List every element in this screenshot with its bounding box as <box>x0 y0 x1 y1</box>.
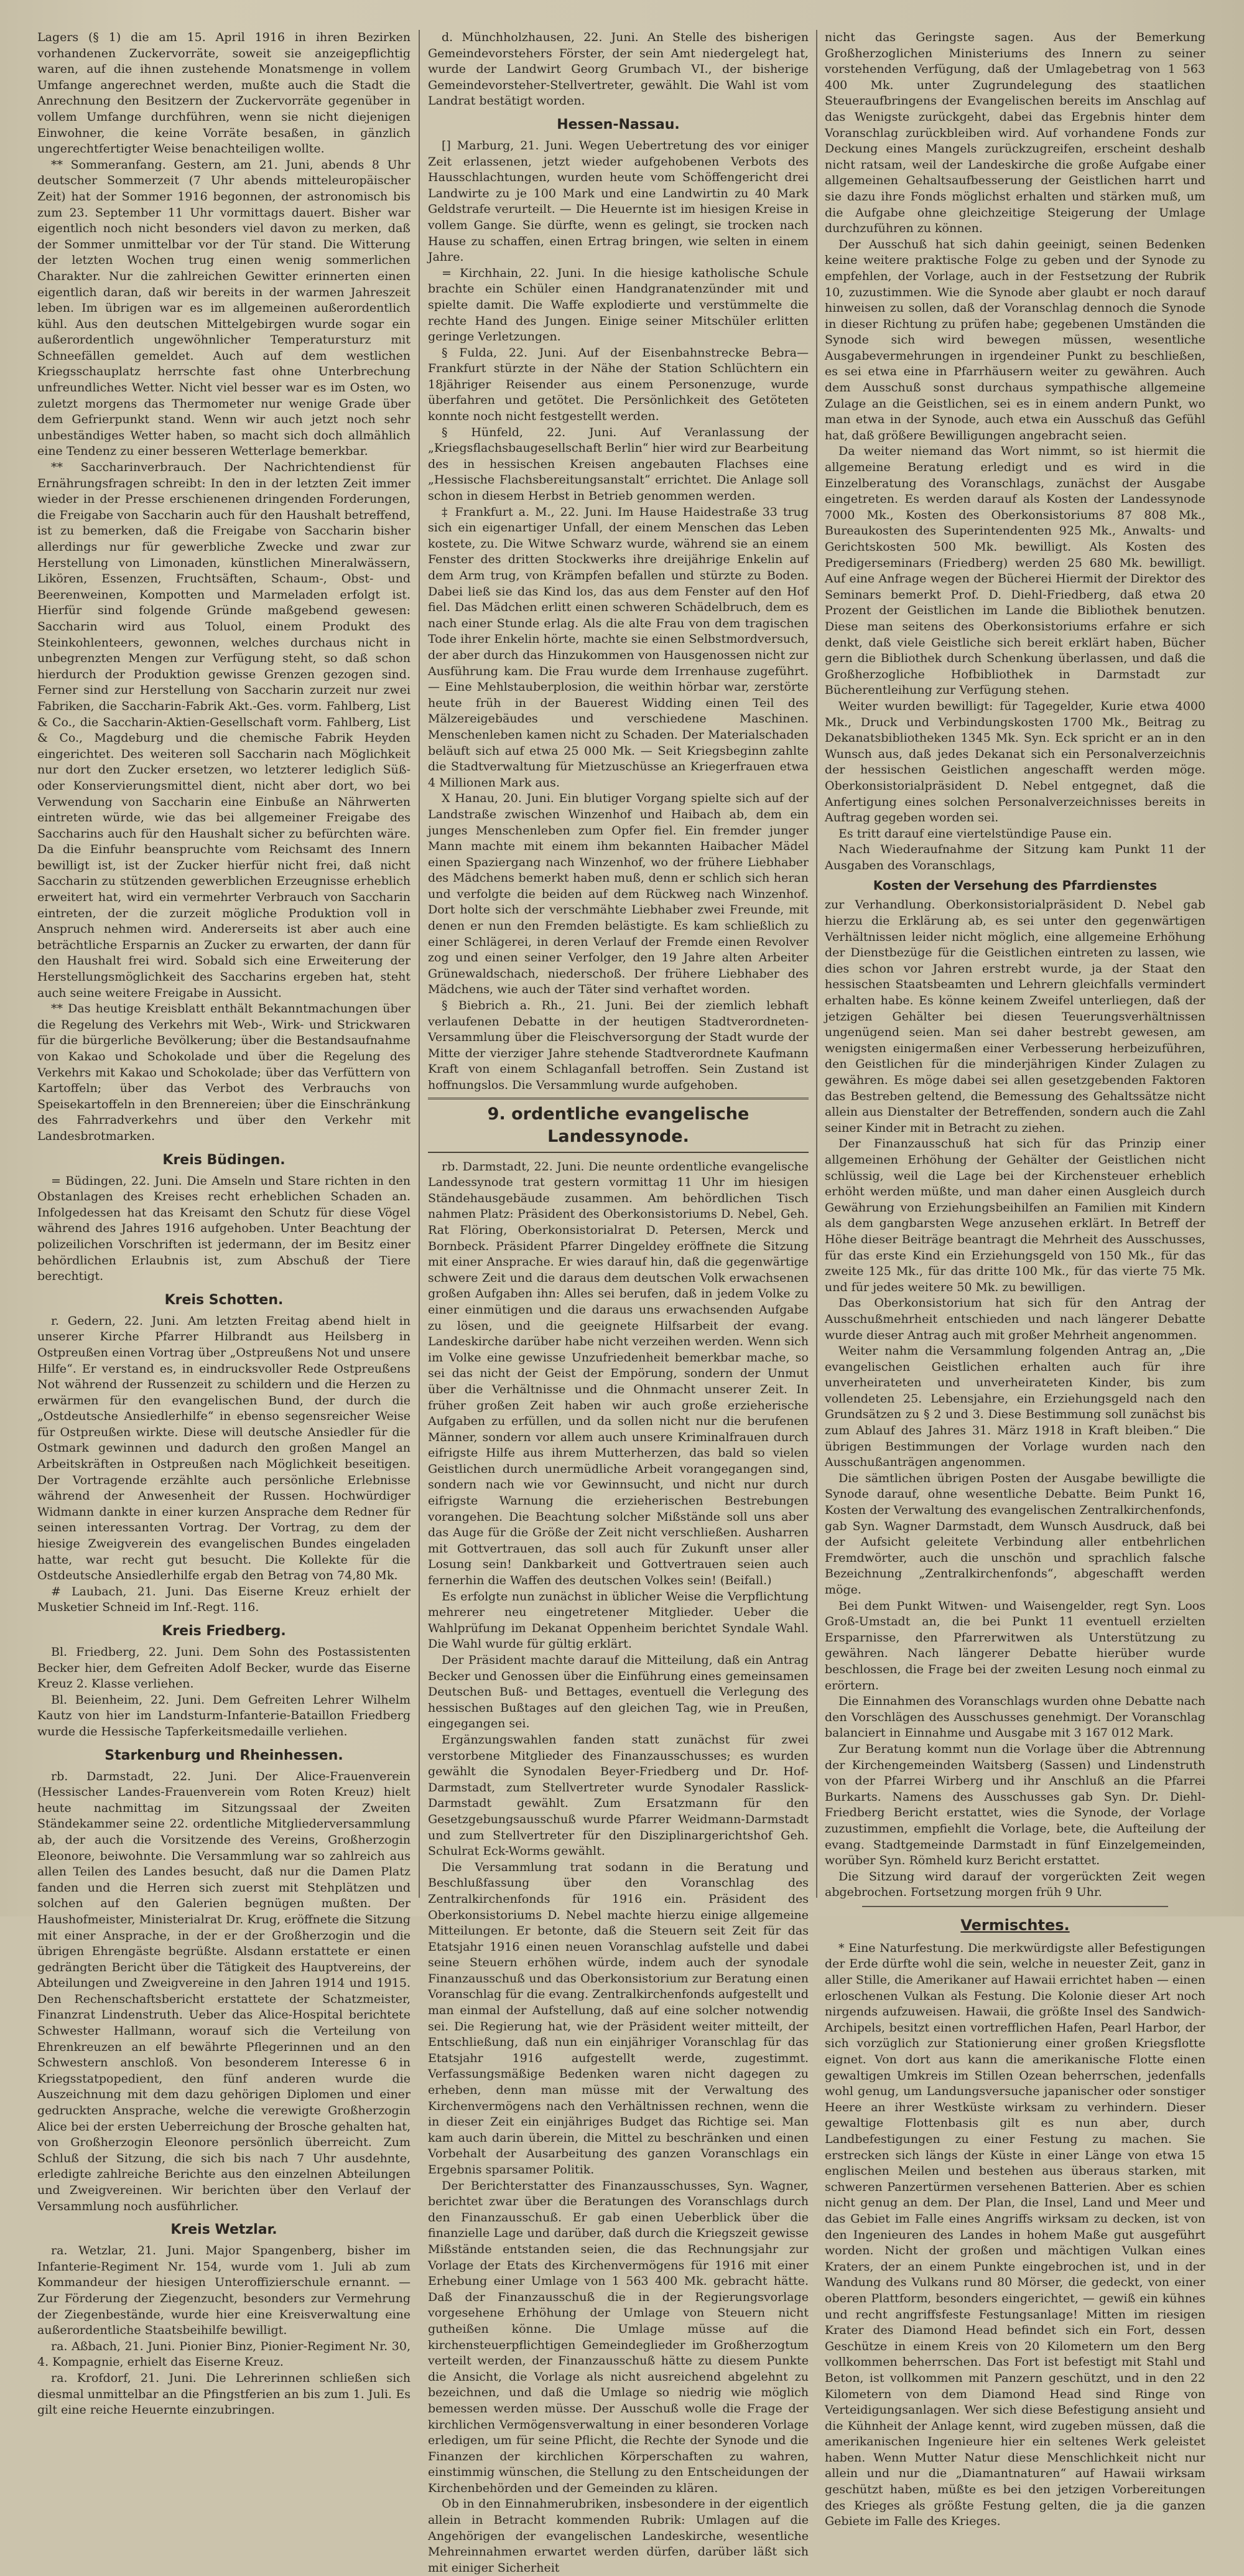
article-synode-wahlen: Ergänzungswahlen fanden statt zunächst für zwei verstorbene Mitglieder des Finanzausschusses; es wurden gewählt die Synodalen Beyer-Friedberg und Dr. Hof-Darmstadt, zum Stellvertreter wurde Synodaler Rasslick-Darmstadt gewählt. Zum Ersatzmann für den Gesetzgebungsausschuß wurde Pfarrer Weidmann-Darmstadt und zum Stellvertreter für den Disziplinargerichtshof Geh. Schulrat Eck-Worms gewählt. <box>428 1732 809 1859</box>
article-gedern: r. Gedern, 22. Juni. Am letzten Freitag abend hielt in unserer Kirche Pfarrer Hilbrandt aus Heilsberg in Ostpreußen einen Vortrag über „Ostpreußens Not und unsere Hilfe“. Er verstand es, in eindrucksvoller Rede Ostpreußens Not während der Russenzeit zu schildern und die Herzen zu erwärmen für den evangelischen Bund, der durch die „Ostdeutsche Ansiedlerhilfe“ in ebenso segensreicher Weise für Ostpreußen wirkte. Diese will deutsche Ansiedler für die Ostmark gewinnen und dadurch den großen Mangel an Arbeitskräften in Ostpreußen nach Möglichkeit beseitigen. Der Vortragende erzählte auch persönliche Erlebnisse während der Anwesenheit der Russen. Hochwürdiger Widmann dankte in einer kurzen Ansprache dem Redner für seinen interessanten Vortrag. Der Vortrag, zu dem der hiesige Zweigverein des evangelischen Bundes eingeladen hatte, war recht gut besucht. Die Kollekte für die Ostdeutsche Ansiedlerhilfe ergab den Betrag von 74,80 Mk. <box>37 1314 411 1583</box>
article-synode-ausschuss: Der Ausschuß hat sich dahin geeinigt, seinen Bedenken keine weitere praktische Folge zu geben und der Synode zu empfehlen, der Vorlage, auch in der Festsetzung der Rubrik 10, zuzustimmen. Wie die Synode aber glaubt er noch darauf hinweisen zu sollen, daß der Voranschlag dennoch die Synode in dieser Richtung zu prüfen habe; gegebenen Umständen die Synode sich wird bewegen müssen, wesentliche Ausgabevermehrungen in irgendeiner Punkt zu beschließen, es sei etwa eine in Pfarrhäusern weiter zu gewähren. Auch dem Ausschuß sonst durchaus sympathische allgemeine Zulage an die Geistlichen, sei es in einem andern Punkt, wo man etwa in der Synode, auch etwa ein Ausschuß das Gefühl hat, daß größere Bewilligungen angebracht seien. <box>825 237 1205 442</box>
section-heading-vermischtes: Vermischtes. <box>960 1916 1070 1934</box>
article-synode-pfarrdienst: zur Verhandlung. Oberkonsistorialpräsident D. Nebel gab hierzu die Erklärung ab, es sei unter den gegenwärtigen Verhältnissen leider nicht möglich, eine allgemeine Erhöhung der Dienstbezüge für die Geistlichen eintreten zu lassen, wie dies schon vor Jahren erstrebt wurde, ja der Staat den hessischen Staatsbeamten und Lehrern gleichfalls vermindert erhalten habe. Es könne keinem Zweifel unterliegen, daß der jetzigen Gehälter bei diesen Teuerungsverhältnissen ungenügend seien. Man sei daher bestrebt gewesen, am wenigsten einigermaßen einer Verbesserung herbeizuführen, den Geistlichen für die minderjährigen Kinder Zulagen zu gewähren. Es möge dabei sei allen gesetzgebenden Faktoren das Bestreben geltend, die Bemessung des Gehaltssätze nicht allein aus Dienstalter der Betreffenden, sondern auch die Zahl seiner Kinder mit in Betracht zu ziehen. <box>825 898 1205 1135</box>
article-synode-kinder: Weiter nahm die Versammlung folgenden Antrag an, „Die evangelischen Geistlichen erhalten auch für ihre unverheirateten und unverheirateten Kinder, bis zum vollendeten 25. Lebensjahre, ein Erziehungsgeld nach den Grundsätzen zu § 2 und 3. Diese Bestimmung soll zunächst bis zum Ablauf des Jahres 31. März 1918 in Kraft bleiben.“ Die übrigen Bestimmungen der Vorlage wurden nach den Ausschußanträgen angenommen. <box>825 1344 1205 1470</box>
column-divider <box>816 30 817 1898</box>
article-frankfurt: ‡ Frankfurt a. M., 22. Juni. Im Hause Haidestraße 33 trug sich ein eigenartiger Unfall, der einem Menschen das Leben kostete, zu. Die Witwe Schwarz wurde, während sie an einem Fenster des dritten Stockwerks ihre dreijährige Enkelin auf dem Arm trug, von Krämpfen befallen und stürzte zu Boden. Dabei ließ sie das Kind los, das aus dem Fenster auf den Hof fiel. Das Mädchen erlitt einen schweren Schädelbruch, dem es nach einer Stunde erlag. Als die alte Frau von dem tragischen Tode ihrer Enkelin hörte, machte sie einen Selbstmordversuch, der aber durch das Hinzukommen von Hausgenossen nicht zur Ausführung kam. Die Frau wurde dem Irrenhause zugeführt. — Eine Mehlstauberplosion, die weithin hörbar war, zerstörte heute früh in der Bauerest Widding einen Teil des Mälzereigebäudes und verschiedene Maschinen. Menschenleben kamen nicht zu Schaden. Der Materialschaden beläuft sich auf etwa 25 000 Mk. — Seit Kriegsbeginn zahlte die Stadtverwaltung für Mietzuschüsse an Kriegerfrauen etwa 4 Millionen Mark aus. <box>428 505 809 790</box>
article-biebrich: § Biebrich a. Rh., 21. Juni. Bei der ziemlich lebhaft verlaufenen Debatte in der heutigen Stadtverordneten-Versammlung über die Fleischversorgung der Stadt wurde der Mitte der vierziger Jahre stehende Stadtverordnete Kaufmann Kraft von einem Schlaganfall betroffen. Sein Zustand ist hoffnungslos. Die Versammlung wurde aufgehoben. <box>428 999 809 1092</box>
article-synode-posten: Die sämtlichen übrigen Posten der Ausgabe bewilligte die Synode darauf, ohne wesentliche Debatte. Beim Punkt 16, Kosten der Verwaltung des evangelischen Zentralkirchenfonds, gab Syn. Wagner Darmstadt, dem Wunsch Ausdruck, daß bei der Aufsicht geleitete Verbindung aller entbehrlichen Fremdwörter, auch die unschön und sprachlich falsche Bezeichnung „Zentralkirchenfonds“, abgeschafft werden möge. <box>825 1471 1205 1597</box>
article-friedberg: Bl. Friedberg, 22. Juni. Dem Sohn des Postassistenten Becker hier, dem Gefreiten Adolf Becker, wurde das Eiserne Kreuz 2. Klasse verliehen. <box>37 1645 411 1691</box>
section-heading-hessen-nassau: Hessen-Nassau. <box>557 116 680 133</box>
subheading-pfarrdienst: Kosten der Versehung des Pfarrdienstes <box>873 878 1158 894</box>
article-darmstadt-alice: rb. Darmstadt, 22. Juni. Der Alice-Frauenverein (Hessischer Landes-Frauenverein vom Roten Kreuz) hielt heute nachmittag im Sitzungssaal der Zweiten Ständekammer seine 22. ordentliche Mitgliederversammlung ab, der auch die Vorsitzende des Vereins, Großherzogin Eleonore, beiwohnte. Die Versammlung war so zahlreich aus allen Teilen des Landes besucht, daß nur die Damen Platz fanden und die Herren sich zuerst mit Stehplätzen und solchen auf den Galerien begnügen mußten. Der Haushofmeister, Ministerialrat Dr. Krug, eröffnete die Sitzung mit einer Ansprache, in der er der Großherzogin und die übrigen Ehrengäste begrüßte. Alsdann erstattete er einen gedrängten Bericht über die Tätigkeit des Hauptvereins, der Abteilungen und Zweigvereine in den Jahren 1914 und 1915. Den Rechenschaftsbericht erstattete der Schatzmeister, Finanzrat Lindenstruth. Ueber das Alice-Hospital berichtete Schwester Hallmann, worauf sich die Verteilung von Ehrenkreuzen an elf bewährte Pflegerinnen und an den Schwestern anschloß. Von besonderem Interesse 6 in Kriegsstatpopedient, den fünf anderen wurde die Auszeichnung mit dem dazu gehörigen Diplomen und einer gedruckten Ansprache, welche die verewigte Großherzogin Alice bei der ersten Ueberreichung der Brosche gehalten hat, von Großherzogin Eleonore persönlich überreicht. Zum Schluß der Sitzung, die sich bis nach 7 Uhr ausdehnte, erledigte zahlreiche Berichte aus den einzelnen Abteilungen und Zweigvereinen. Wir berichten über den Verlauf der Versammlung noch ausführlicher. <box>37 1769 411 2213</box>
article-fulda: § Fulda, 22. Juni. Auf der Eisenbahnstrecke Bebra—Frankfurt stürzte in der Nähe der Station Schlüchtern ein 18jähriger Reisender aus einem Personenzuge, wurde überfahren und getötet. Die Persönlichkeit des Getöteten konnte noch nicht festgestellt werden. <box>428 345 809 424</box>
article-synode-witwen: Bei dem Punkt Witwen- und Waisengelder, regt Syn. Loos Groß-Umstadt an, die bei Punkt 11 eventuell erzielten Ersparnisse, den Pfarrerwitwen als Unterstützung zu gewähren. Nach längerer Debatte hierüber wurde beschlossen, die Frage bei der zweiten Lesung noch einmal zu erörtern. <box>825 1598 1205 1692</box>
article-munchholzhausen: d. Münchholzhausen, 22. Juni. An Stelle des bisherigen Gemeindevorstehers Förster, der sein Amt niedergelegt hat, wurde der Landwirt Georg Grumbach VI., der bisherige Gemeindevorsteher-Stellvertreter, gewählt. Die Wahl ist vom Landrat bestätigt worden. <box>428 30 809 108</box>
article-saccharin: ** Saccharinverbrauch. Der Nachrichtendienst für Ernährungsfragen schreibt: In den in der letzten Zeit immer wieder in der Presse erschienenen dringenden Forderungen, die Freigabe von Saccharin auch für den Haushalt betreffend, ist zu bemerken, daß die Freigabe von Saccharin bisher allerdings nur für gewerbliche Zwecke und zwar zur Herstellung von Limonaden, künstlichen Mineralwässern, Likören, Essenzen, Fruchtsäften, Schaum-, Obst- und Beerenweinen, Kompotten und Marmeladen erfolgt ist. Hierfür sind folgende Gründe maßgebend gewesen: Saccharin wird aus Toluol, einem Produkt des Steinkohlenteers, gewonnen, welches durchaus nicht in unbegrenzten Mengen zur Verfügung steht, so daß schon hierdurch der Produktion gewisse Grenzen gezogen sind. Ferner sind zur Herstellung von Saccharin zurzeit nur zwei Fabriken, die Saccharin-Fabrik Akt.-Ges. vorm. Fahlberg, List & Co., die Saccharin-Aktien-Gesellschaft vorm. Fahlberg, List & Co., Magdeburg und die chemische Fabrik Heyden eingerichtet. Des weiteren soll Saccharin nach Möglichkeit nur dort den Zucker ersetzen, wo letzterer lediglich Süß- oder Konservierungsmittel dient, nicht aber dort, wo bei Verwendung von Saccharin eine Einbuße an Nährwerten eintreten würde, wie das bei allgemeiner Freigabe des Saccharins auch für den Haushalt sicher zu befürchten wäre. Da die Einfuhr beanspruchte vom Reichsamt des Innern bewilligt ist, ist der Zucker hierfür nicht frei, daß nicht Saccharin zu stützenden gewerblichen Erzeugnisse erheblich erweitert hat, wird ein vermehrter Verbrauch von Saccharin eintreten, der die zurzeit mögliche Produktion voll in Anspruch nehmen wird. Andererseits ist aber auch eine beträchtliche Ersparnis an Zucker zu erwarten, der dann für den Haushalt frei wird. Sobald sich eine Erweiterung der Herstellungsmöglichkeit des Saccharins ergeben hat, steht auch seine weitere Freigabe in Aussicht. <box>37 460 411 1000</box>
article-synode-wiederaufnahme: Nach Wiederaufnahme der Sitzung kam Punkt 11 der Ausgaben des Voranschlags, <box>825 842 1205 872</box>
article-marburg: [] Marburg, 21. Juni. Wegen Uebertretung des vor einiger Zeit erlassenen, jetzt wieder aufgehobenen Verbots des Hausschlachtungen, wurden heute vom Schöffengericht drei Landwirte zu je 100 Mark und eine Landwirtin zu 40 Mark Geldstrafe verurteilt. — Die Heuernte ist im hiesigen Kreise in vollem Gange. Sie dürfte, wenn es gelingt, sie trocken nach Hause zu schaffen, einen Ertrag bringen, wie selten in einem Jahre. <box>428 138 809 264</box>
article-synode-voranschlag: Die Versammlung trat sodann in die Beratung und Beschlußfassung über den Voranschlag des Zentralkirchenfonds für 1916 ein. Präsident des Oberkonsistoriums D. Nebel machte hierzu einige allgemeine Mitteilungen. Er betonte, daß die Steuern seit Zeit für das Etatsjahr 1916 einen neuen Voranschlag aufstelle und dabei seine Steuern erhöhen würde, indem auch der synodale Finanzausschuß und das Oberkonsistorium zur Beratung einen Voranschlag für die evang. Zentralkirchenfonds aufgestellt und man einmal der Aufstellung, daß auf eine solcher notwendig sei. Die Regierung hat, wie der Präsident weiter mitteilt, der Entschließung, daß nun ein einjähriger Voranschlag für das Etatsjahr 1916 aufgestellt werde, zugestimmt. Verfassungsmäßige Bedenken waren nicht dagegen zu erheben, denn man müsse mit der Verwaltung des Kirchenvermögens nach den Verhältnissen rechnen, wenn die in dieser Zeit ein einjähriges Budget das Richtige sei. Man kam auch darin überein, die Mittel zu beschränken und einen Vorbehalt der Ausarbeitung des ganzen Voranschlags ein Ergebnis sparsamer Politik. <box>428 1860 809 2177</box>
column-1 <box>37 30 411 2417</box>
article-synode-einzelberatung: Da weiter niemand das Wort nimmt, so ist hiermit die allgemeine Beratung erledigt und es wird in die Einzelberatung des Voranschlags, zunächst der Ausgabe eingetreten. Es werden darauf als Kosten der Landessynode 7000 Mk., Kosten des Oberkonsistoriums 87 808 Mk., Bureaukosten des Superintendenten 925 Mk., Anwalts- und Gerichtskosten 500 Mk. bewilligt. Als Kosten des Predigerseminars (Friedberg) werden 25 680 Mk. bewilligt. Auf eine Anfrage wegen der Bücherei Hiermit der Direktor des Seminars bemerkt Prof. D. Diehl-Friedberg, daß etwa 20 Prozent der Geistlichen im Lande die Bibliothek benutzen. Diese man seitens des Oberkonsistoriums erfahre er sich denkt, daß viele Geistliche sich bereit erklärt haben, Bücher gern die Bibliothek durch Schenkung überlassen, und daß die Großherzogliche Hofbibliothek in Darmstadt zur Bücherentleihung zur Verfügung stehen. <box>825 444 1205 698</box>
article-synode-abtrennung: Zur Beratung kommt nun die Vorlage über die Abtrennung der Kirchengemeinden Waitsberg (Sassen) und Lindenstruth von der Pfarrei Wirberg und ihr Anschluß an die Pfarrei Burkarts. Namens des Ausschusses gab Syn. Dr. Diehl-Friedberg Bericht erstattet, wies die Synode, der Vorlage zuzustimmen, empfiehlt die Vorlage, bete, die Aufteilung der evang. Stadtgemeinde Darmstadt in fünf Einzelgemeinden, worüber Syn. Römheld kurz Bericht erstattet. <box>825 1742 1205 1868</box>
article-kirchhain: = Kirchhain, 22. Juni. In die hiesige katholische Schule brachte ein Schüler einen Handgranatenzünder mit und spielte damit. Die Waffe explodierte und verstümmelte die rechte Hand des Jungen. Einige seiner Mitschüler erlitten geringe Verletzungen. <box>428 266 809 344</box>
section-heading-friedberg: Kreis Friedberg. <box>162 1623 286 1639</box>
article-synode-pause: Es tritt darauf eine viertelstündige Pause ein. <box>838 826 1112 841</box>
article-synode-verpflichtung: Es erfolgte nun zunächst in üblicher Weise die Verpflichtung mehrerer neu eingetretener Mitglieder. Ueber die Wahlprüfung im Dekanat Oppenheim berichtet Syndale Wahl. Die Wahl wurde für gültig erklärt. <box>428 1589 809 1651</box>
article-naturfestung: * Eine Naturfestung. Die merkwürdigste aller Befestigungen der Erde dürfte wohl die sein, welche in neuester Zeit, ganz in aller Stille, die Amerikaner auf Hawaii errichtet haben — einen erloschenen Vulkan als Festung. Die Kolonie dieser Art noch nirgends aufzuweisen. Hawaii, die größte Insel des Sandwich-Archipels, besitzt einen vortrefflichen Hafen, Pearl Harbor, der sich vorzüglich zur Stationierung einer großen Kriegsflotte eignet. Von dort aus kann die amerikanische Flotte einen gewaltigen Umkreis im Stillen Ozean beherrschen, jedenfalls wohl genug, um Landungsversuche japanischer oder sonstiger Heere an ihrer Westküste wirksam zu verhindern. Dieser gewaltige Flottenbasis gilt es nun aber, durch Landbefestigungen zu einer Festung zu machen. Sie erstrecken sich längs der Küste in einer Länge von etwa 15 englischen Meilen und bestehen aus überaus starken, mit schweren Panzertürmen versehenen Batterien. Aber es schien nicht genug an dem. Der Plan, die Insel, Land und Meer und das Gebiet im Falle eines Angriffs wirksam zu decken, ist von den Ingenieuren des Landes in hohem Maße gut ausgeführt worden. Nicht der großen und mächtigen Vulkan eines Kraters, der an einem Punkte eingebrochen ist, und in der Wandung des Vulkans rund 80 Mörser, die gedeckt, von einer oberen Plattform, besonders eingerichtet, — gewiß ein kühnes und recht angriffsfeste Festungsanlage! Mitten im riesigen Krater des Diamond Head befindet sich ein Fort, dessen Geschütze in einem Kreis von 20 Kilometern um den Berg vollkommen beherrschen. Das Fort ist befestigt mit Stahl und Beton, ist vollkommen mit Panzern geschützt, und in den 22 Kilometern von dem Diamond Head sind Ringe von Verteidigungsanlagen. Wer sich diese Befestigung ansieht und die Kühnheit der Anlage kennt, wird zugeben müssen, daß die amerikanischen Ingenieure hier ein seltenes Werk geleistet haben. Wenn Mutter Natur diese Menschlichkeit nicht nur allein und nur die „Diamantnaturen“ auf Hawaii wirksam geschützt haben, müßte es bei den jetzigen Vorbereitungen des Krieges als größte Festung gelten, die ja die ganzen Gebiete im Falle des Krieges. <box>825 1941 1205 2529</box>
section-heading-schotten: Kreis Schotten. <box>164 1292 284 1308</box>
article-sommeranfang: ** Sommeranfang. Gestern, am 21. Juni, abends 8 Uhr deutscher Sommerzeit (7 Uhr abends mitteleuropäischer Zeit) hat der Sommer 1916 begonnen, der astronomisch bis zum 23. September 11 Uhr vormittags dauert. Bisher war eigentlich noch nicht besonders viel davon zu merken, daß der Sommer unmittelbar vor der Tür stand. Die Witterung der letzten Wochen trug einen wenig sommerlichen Charakter. Nur die zahlreichen Gewitter erinnerten einen eigentlich daran, daß wir bereits in der warmen Jahreszeit leben. Im übrigen war es im allgemeinen außerordentlich kühl. Aus den deutschen Mittelgebirgen wurde sogar ein außerordentlich ungewöhnlicher Temperatursturz mit Schneefällen gemeldet. Auch auf dem westlichen Kriegsschauplatz herrschte fast ohne Unterbrechung unfreundliches Wetter. Nicht viel besser war es im Osten, wo zuletzt morgens das Thermometer nur wenige Grade über dem Gefrierpunkt stand. Wenn wir auch jetzt noch sehr unbeständiges Wetter haben, so macht sich doch allmählich eine Tendenz zu einer besseren Wetterlage bemerkbar. <box>37 157 411 459</box>
article-synode-einnahmen: Ob in den Einnahmerubriken, insbesondere in der eigentlich allein in Betracht kommenden Rubrik: Umlagen auf die Angehörigen der evangelischen Landeskirche, wesentliche Mehreinnahmen erwartet werden dürfen, darüber läßt sich mit einiger Sicherheit <box>428 2497 809 2575</box>
article-synode-antrag: Das Oberkonsistorium hat sich für den Antrag der Ausschußmehrheit entschieden und nach längerer Debatte wurde dieser Antrag auch mit großer Mehrheit angenommen. <box>825 1296 1205 1342</box>
section-heading-wetzlar: Kreis Wetzlar. <box>170 2222 277 2238</box>
article-assbach: ra. Aßbach, 21. Juni. Pionier Binz, Pionier-Regiment Nr. 30, 4. Kompagnie, erhielt das Eiserne Kreuz. <box>37 2339 411 2369</box>
article-synode-einnahmen-vor: Die Einnahmen des Voranschlags wurden ohne Debatte nach den Vorschlägen des Ausschusses genehmigt. Der Voranschlag balanciert in Einnahme und Ausgabe mit 3 167 012 Mark. <box>825 1694 1205 1740</box>
article-synode-erziehungsgeld: Der Finanzausschuß hat sich für das Prinzip einer allgemeinen Erhöhung der Gehälter der Geistlichen nicht schlüssig, weil die Lage bei der Kirchensteuer erheblich erhöht werden müßte, und man daher einen Ausgleich durch Gewährung von Erziehungsbeihilfen an Familien mit Kindern als dem gangbarsten Wege anzusehen erklärt. In Betreff der Höhe dieser Beiträge beantragt die Mehrheit des Ausschusses, für das erste Kind ein Erziehungsgeld von 150 Mk., für das zweite 125 Mk., für das dritte 100 Mk., für das vierte 75 Mk. und für jedes weitere 50 Mk. zu bewilligen. <box>825 1137 1205 1294</box>
article-kreisblatt: ** Das heutige Kreisblatt enthält Bekanntmachungen über die Regelung des Verkehrs mit Web-, Wirk- und Strickwaren für die bürgerliche Bevölkerung; über die Bestandsaufnahme von Kakao und Schokolade und über die Regelung des Verkehrs mit Kakao und Schokolade; über das Verfüttern von Kartoffeln; über das Verbot des Verbrauchs von Speisekartoffeln in den Brennereien; über die Einschränkung des Fahrradverkehrs und über den Verkehr mit Landesbrotmarken. <box>37 1002 411 1143</box>
article-wetzlar: ra. Wetzlar, 21. Juni. Major Spangenberg, bisher im Infanterie-Regiment Nr. 154, wurde vom 1. Juli ab zum Kommandeur der hiesigen Unteroffizierschule ernannt. — Zur Förderung der Ziegenzucht, besonders zur Vermehrung der Ziegenbestände, wurde hier eine Kreisverwaltung eine außerordentliche Staatsbeihilfe bewilligt. <box>37 2244 411 2338</box>
article-synode-finanzausschuss: Der Berichterstatter des Finanzausschusses, Syn. Wagner, berichtet zwar über die Beratungen des Voranschlags durch den Finanzausschuß. Er gab einen Ueberblick über die finanzielle Lage und darüber, daß durch die Kriegszeit gewisse Mißstände entstanden seien, die das Rechnungsjahr zur Vorlage der Etats des Kirchenvermögens für 1916 mit einer Erhebung einer Umlage von 1 563 400 Mk. gebracht hätte. Daß der Finanzausschuß die in der Regierungsvorlage vorgesehene Erhöhung der Umlage von Steuern nicht gutheißen könne. Die Umlage müsse auf die kirchensteuerpflichtigen Gemeindeglieder im Großherzogtum verteilt werden, der Finanzausschuß hätte zu diesem Punkte die Ansicht, die Vorlage als nicht ausreichend abgelehnt zu bezeichnen, und daß die Umlage so niedrig wie möglich bemessen werden müsse. Der Ausschuß wolle die Frage der kirchlichen Vermögensverwaltung in einer besonderen Vorlage erledigen, um für seine Pflicht, die Rechte der Synode und die Finanzen der kirchlichen Körperschaften zu wahren, einstimmig wünschen, die Stellung zu den Entscheidungen der Kirchenbehörden und der Gemeinden zu klären. <box>428 2178 809 2495</box>
article-krofdorf: ra. Krofdorf, 21. Juni. Die Lehrerinnen schließen sich diesmal unmittelbar an die Pfingstferien an bis zum 1. Juli. Es gilt eine reiche Heuernte einzubringen. <box>37 2371 411 2417</box>
article-laubach: # Laubach, 21. Juni. Das Eiserne Kreuz erhielt der Musketier Schneid im Inf.-Regt. 116. <box>37 1584 411 1615</box>
column-3 <box>825 30 1205 2529</box>
section-heading-budingen: Kreis Büdingen. <box>162 1152 285 1168</box>
article-synode-bussstag: Der Präsident machte darauf die Mitteilung, daß ein Antrag Becker und Genossen über die Einführung eines gemeinsamen Deutschen Buß- und Bettages, eventuell die Verlegung des hessischen Bußtages auf den gleichen Tag, wie in Preußen, eingegangen sei. <box>428 1653 809 1731</box>
article-synode-cont: nicht das Geringste sagen. Aus der Bemerkung Großherzoglichen Ministeriums des Innern zu seiner vorstehenden Verfügung, daß der Umlagebetrag von 1 563 400 Mk. unter Zugrundelegung des staatlichen Steueraufbringens der Evangelischen bereits im Anschlag auf das Wenigste zurückgeht, dabei das Ergebnis hinter dem Voranschlag zurückbleiben wird. Auf vorhandene Fonds zur Deckung eines Mangels zurückzugreifen, erscheint deshalb nicht ratsam, weil der Landeskirche die große Aufgabe einer allgemeinen Gehaltsaufbesserung der Geistlichen harrt und sie dazu ihre Fonds möglichst erhalten und stärken muß, um die Aufgabe ohne gleichzeitige Steigerung der Umlage durchzuführen zu können. <box>825 30 1205 236</box>
section-heading-starkenburg: Starkenburg und Rheinhessen. <box>104 1747 343 1763</box>
article-synode-bewilligt: Weiter wurden bewilligt: für Tagegelder, Kurie etwa 4000 Mk., Druck und Verbindungskosten 1700 Mk., Beitrag zu Dekanatsbibliotheken 1345 Mk. Syn. Eck spricht er an in den Wunsch aus, daß jedes Dekanat sich ein Personalverzeichnis der hessischen Geistlichen angeschafft werden möge. Oberkonsistorialpräsident D. Nebel entgegnet, daß die Anfertigung eines solchen Personalverzeichnisses bereits in Auftrag gegeben worden sei. <box>825 699 1205 825</box>
section-heading-landessynode: 9. ordentliche evangelische Landessynode. <box>428 1098 809 1153</box>
article-synode-opening: rb. Darmstadt, 22. Juni. Die neunte ordentliche evangelische Landessynode trat gestern vormittag 11 Uhr im hiesigen Ständehausgebäude zusammen. Am behördlichen Tisch nahmen Platz: Präsident des Oberkonsistoriums D. Nebel, Geh. Rat Flöring, Oberkonsistorialrat D. Petersen, Merck und Bornbeck. Präsident Pfarrer Dingeldey eröffnete die Sitzung mit einer Ansprache. Er wies darauf hin, daß die gegenwärtige schwere Zeit und die daraus dem deutschen Volk erwachsenen großen Aufgaben ihn: Alles sei berufen, daß in jedem Volke zu einer einmütigen und die daraus uns erwachsenden Aufgabe zu lösen, und die geeignete Hilfsarbeit der evang. Landeskirche darüber habe nicht verzeihen werden. Wenn sich im Volke eine gewisse Unzufriedenheit bemerkbar mache, so sei das nicht der Geist der Empörung, sondern der Unmut über die Verhältnisse und die Ohnmacht unserer Zeit. In früher großen Zeit haben wir auch große erzieherische Aufgaben zu erfüllen, und da sollen nicht nur die berufenen Männer, sondern vor allem auch unsere Kriminalfrauen durch eifrigste Hilfe aus ihrem Mutterherzen, das bald so vielen Geistlichen durch unermüdliche Arbeit vorangegangen sind, sondern nach wie vor Gewinnsucht, und nicht nur durch eifrigste Warnung die erzieherischen Bestrebungen vorangehen. Die Beachtung solcher Mißstände soll uns aber das Auge für die Größe der Zeit nicht verschließen. Ausharren mit Gottvertrauen, das soll auch für Zukunft unser aller Losung sein! Dankbarkeit und Gottvertrauen seien auch fernerhin die Waffen des deutschen Volkes sein! (Beifall.) <box>428 1159 809 1588</box>
article-budingen: = Büdingen, 22. Juni. Die Amseln und Stare richten in den Obstanlagen des Kreises recht erheblichen Schaden an. Infolgedessen hat das Kreisamt den Schutz für diese Vögel während des Jahres 1916 aufgehoben. Unter Beachtung der polizeilichen Vorschriften ist jedermann, der im Besitz einer behördlichen Erlaubnis ist, zum Abschuß der Tiere berechtigt. <box>37 1174 411 1284</box>
column-divider <box>419 30 420 1898</box>
article-hanau: X Hanau, 20. Juni. Ein blutiger Vorgang spielte sich auf der Landstraße zwischen Winzenhof und Haibach ab, dem ein junges Menschenleben zum Opfer fiel. Ein fremder junger Mann machte mit einem ihm bekannten Haibacher Mädel einen Spaziergang nach Winzenhof, wo der frühere Liebhaber des Mädchens bemerkt haben muß, denn er schlich sich heran und verfolgte die beiden auf dem Rückweg nach Winzenhof. Dort holte sich der verschmähte Liebhaber zwei Freunde, mit denen er nun den Fremden belästigte. Es kam schließlich zu einer Schlägerei, in deren Verlauf der Fremde einen Revolver zog und einen seiner Verfolger, den 19 Jahre alten Arbeiter Grünewaldschach, niederschoß. Der frühere Liebhaber des Mädchens, wie auch der Täter sind verhaftet worden. <box>428 791 809 997</box>
article-synode-schluss: Die Sitzung wird darauf der vorgerückten Zeit wegen abgebrochen. Fortsetzung morgen früh 9 Uhr. <box>825 1869 1205 1900</box>
article-zucker-cont: Lagers (§ 1) die am 15. April 1916 in ihren Bezirken vorhandenen Zuckervorräte, soweit sie anzeigepflichtig waren, auf die ihnen zustehende Monatsmenge in vollem Umfange angerechnet werden, mußte auch die Stadt die Anrechnung den Besitzern der Zuckervorräte gegenüber in vollem Umfange durchführen, wenn sie nicht diejenigen Einwohner, die keine Vorräte besaßen, in gänzlich ungerechtfertigter Weise benachteiligen wollte. <box>37 30 411 156</box>
section-divider <box>862 1906 1168 1907</box>
column-2 <box>428 30 809 2575</box>
article-hunfeld: § Hünfeld, 22. Juni. Auf Veranlassung der „Kriegsflachsbaugesellschaft Berlin“ hier wird zur Bearbeitung des in hessischen Kreisen angebauten Flachses eine „Hessische Flachsbereitungsanstalt“ errichtet. Die Anlage soll schon in diesem Herbst in Betrieb genommen werden. <box>428 425 809 503</box>
article-beienheim: Bl. Beienheim, 22. Juni. Dem Gefreiten Lehrer Wilhelm Kautz von hier im Landsturm-Infanterie-Bataillon Friedberg wurde die Hessische Tapferkeitsmedaille verliehen. <box>37 1692 411 1738</box>
